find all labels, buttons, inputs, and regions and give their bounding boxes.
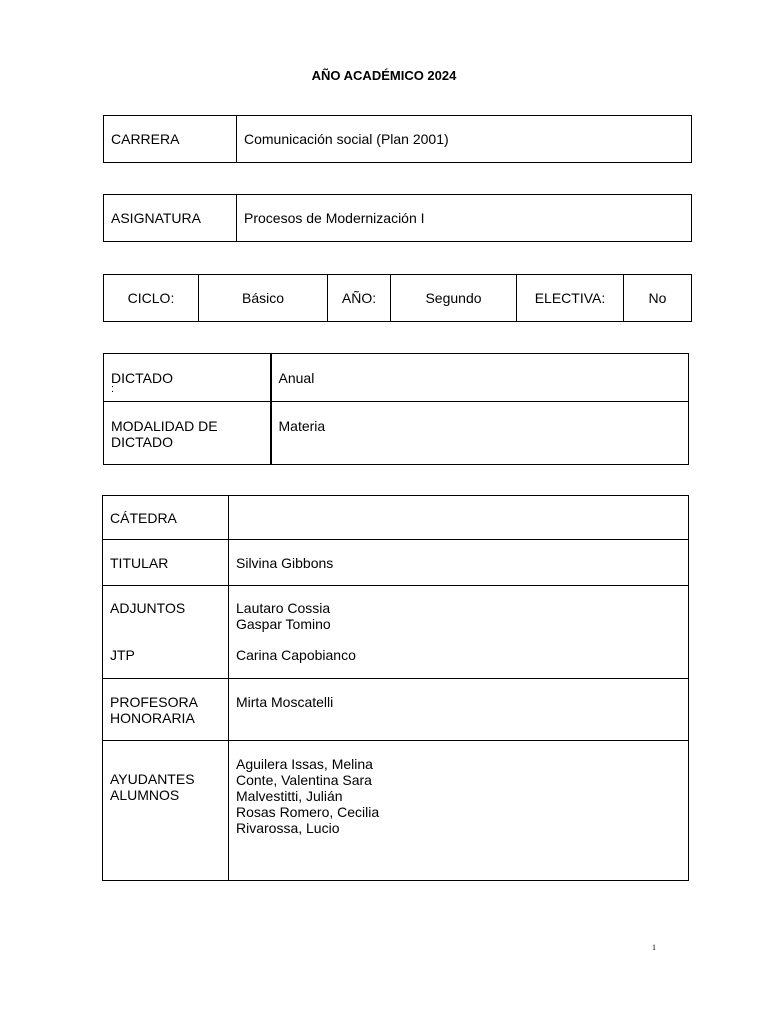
carrera-value: Comunicación social (Plan 2001): [237, 116, 692, 163]
page-title: AÑO ACADÉMICO 2024: [311, 68, 457, 83]
modalidad-value: Materia: [271, 402, 689, 465]
ayudantes-value: Aguilera Issas, Melina Conte, Valentina Sara Malvestitti, Julián Rosas Romero, Cecilia Rivarossa, Lucio: [229, 741, 689, 881]
carrera-label: CARRERA: [104, 116, 237, 163]
ciclo-table: [103, 274, 692, 322]
catedra-label: CÁTEDRA: [103, 496, 229, 540]
jtp-label: JTP: [110, 647, 135, 663]
dictado-label: DICTADO: [111, 369, 173, 386]
catedra-value: [229, 496, 689, 540]
adjuntos-label: ADJUNTOS: [110, 600, 186, 616]
asignatura-label: ASIGNATURA: [104, 195, 237, 242]
dictado-colon: :: [111, 382, 115, 395]
dictado-value: Anual: [271, 354, 689, 402]
ciclo-label: CICLO:: [104, 275, 199, 322]
anio-label: AÑO:: [328, 275, 391, 322]
profesora-value: Mirta Moscatelli: [229, 679, 689, 741]
adjuntos-jtp-value-cell: [229, 586, 689, 679]
titular-value: Silvina Gibbons: [229, 540, 689, 586]
titular-label: TITULAR: [103, 540, 229, 586]
ciclo-value: Básico: [199, 275, 328, 322]
carrera-table: [103, 115, 692, 163]
asignatura-table: [103, 194, 692, 242]
catedra-table: [102, 495, 689, 881]
anio-value: Segundo: [391, 275, 517, 322]
adjuntos-value: Lautaro Cossia Gaspar Tomino: [236, 600, 331, 632]
jtp-value: Carina Capobianco: [236, 647, 356, 663]
ayudantes-label: AYUDANTES ALUMNOS: [103, 741, 229, 881]
adjuntos-jtp-label-cell: [103, 586, 229, 679]
dictado-label-cell: [104, 354, 271, 402]
electiva-label: ELECTIVA:: [517, 275, 624, 322]
asignatura-value: Procesos de Modernización I: [237, 195, 692, 242]
modalidad-label: MODALIDAD DE DICTADO: [104, 402, 271, 465]
electiva-value: No: [624, 275, 692, 322]
dictado-table: [103, 353, 689, 465]
profesora-label: PROFESORA HONORARIA: [103, 679, 229, 741]
page-number: 1: [652, 943, 656, 952]
